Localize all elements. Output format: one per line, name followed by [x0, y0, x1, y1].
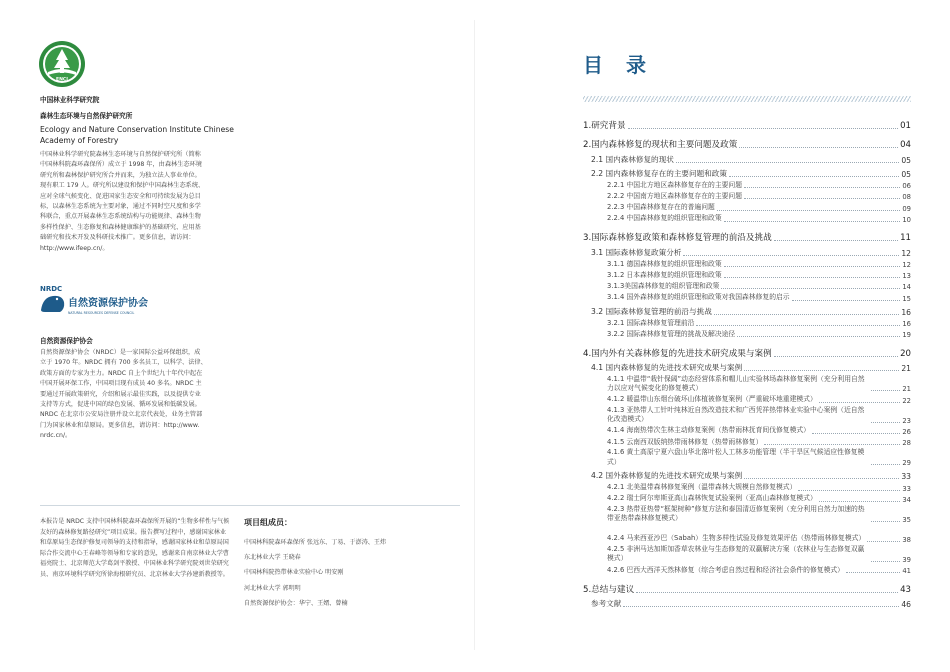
toc-entry-page: 05 [901, 155, 911, 165]
toc-entry-title: 3.2 国际森林修复管理的前沿与挑战 [591, 307, 712, 316]
toc-entry-title: 2.2 国内森林修复存在的主要问题和政策 [591, 169, 727, 178]
org2-name: 自然资源保护协会 [40, 337, 93, 345]
toc-entry-page: 26 [902, 427, 911, 436]
toc-entry-page: 35 [902, 515, 911, 524]
toc-entry-page: 46 [901, 600, 911, 609]
toc-entry-page: 23 [902, 416, 911, 425]
toc-entry-title: 4.1.1 中温带“栽针保阔”动态经营体系和帽儿山实验林场森林修复案例（充分利用自然力以应对气候变化的修复模式） [607, 374, 865, 392]
toc-entry[interactable] [583, 190, 911, 201]
toc-entry-page: 12 [901, 248, 911, 258]
toc-leader-dots [871, 464, 900, 465]
toc-entry-title: 参考文献 [591, 599, 622, 608]
toc-leader-dots [871, 561, 900, 562]
toc-entry-page: 22 [902, 396, 911, 405]
toc-list [583, 113, 911, 609]
report-acknowledgement: 本报告是 NRDC 支持中国林科院森环森保所开展的“生物多样性与气候友好的森林修复路径研究”项目成果。报告撰写过程中，感谢国家林业和草原局生态保护修复司领导的支持和指导，感谢国家林业和草原局国际合作交流中心王春峰等领导和专家的意见，感谢来自南京林业大学曹福亮院士、北京师范大学葛剑平教授、中国林业科学研究院刘世荣研究员、南京环境科学研究所徐海根研究员、北京林业大学孙建新教授等。 [40, 518, 230, 578]
toc-leader-dots [819, 402, 901, 403]
toc-entry-title: 3.1.4 国外森林修复的组织管理和政策对我国森林修复的启示 [607, 293, 790, 302]
toc-leader-dots [871, 390, 900, 391]
toc-leader-dots [724, 221, 901, 222]
toc-leader-dots [714, 314, 900, 315]
toc-entry-page: 21 [902, 385, 911, 394]
toc-entry-page: 14 [902, 283, 911, 292]
toc-leader-dots [676, 162, 899, 163]
toc-entry[interactable] [583, 201, 911, 212]
toc-entry-page: 10 [902, 215, 911, 224]
toc-entry-title: 2.1 国内森林修复的现状 [591, 154, 674, 164]
toc-entry[interactable] [583, 436, 911, 447]
toc-entry[interactable] [583, 213, 911, 224]
toc-entry[interactable] [583, 493, 911, 504]
toc-entry-title: 4.1.3 亚热带人工针叶纯林近自然改造技术和广西凭祥热带林业实验中心案例（近自然化改造模式） [607, 405, 865, 424]
title-hatch-bar [583, 96, 911, 102]
right-page [475, 0, 950, 672]
toc-leader-dots [724, 277, 901, 278]
toc-entry[interactable] [583, 226, 911, 244]
toc-entry[interactable] [583, 544, 911, 564]
toc-leader-dots [724, 266, 901, 267]
toc-entry-title: 3.国际森林修复政策和森林修复管理的前沿及挑战 [583, 233, 772, 244]
toc-leader-dots [683, 255, 899, 256]
team-member: 中国林科院森环森保所 张远东、丁易、于澎涛、王炜 [244, 539, 387, 546]
toc-entry-title: 4.2.3 热带亚热带“框架树种”修复方法和泰国清迈修复案例（充分利用自然力加速的热带亚热带森林修复模式） [607, 505, 865, 523]
toc-entry-title: 4.2 国外森林修复的先进技术研究成果与案例 [591, 471, 743, 481]
team-member: 东北林业大学 王晓春 [244, 554, 301, 562]
svg-text:NRDC: NRDC [40, 285, 63, 293]
toc-leader-dots [744, 187, 900, 188]
org1-name: 中国林业科学研究院 [40, 96, 100, 104]
org1-description: 中国林业科学研究院森林生态环境与自然保护研究所（简称 中国林科院森环森保所）成立于 1998 年，由森林生态环境 研究所和森林保护研究所合并而来，为独立法人事业单位。 现有职工 179 人。研究所以建设和保护中国森林生态系统、 应对全球气候变化、促进国家生态安全和可持续发展为总目 标，以森林生态系统为主要对象，通过不同时空尺度和多学 科联合，重点开展森林生态系统结构与功能规律、森林生物 多样性保护、生态修复和森林健康维护的基础研究、应用基 础研究和技术开发及科研技术推广。更多信息，请访问： http://www.ifeep.cn/。 [40, 151, 205, 252]
toc-entry-title: 4.2.2 瑞士阿尔卑斯亚高山森林恢复试验案例（亚高山森林修复模式） [607, 494, 817, 503]
toc-entry[interactable] [583, 165, 911, 180]
toc-entry[interactable] [583, 269, 911, 280]
toc-entry[interactable] [583, 179, 911, 190]
toc-entry-title: 4.2.1 北美温带森林修复案例（温带森林大规模自然修复模式） [607, 483, 797, 492]
toc-entry[interactable] [583, 393, 911, 404]
toc-entry[interactable] [583, 425, 911, 436]
toc-entry[interactable] [583, 258, 911, 269]
toc-entry-title: 4.2.5 非洲马达加斯加香草农林业与生态修复的双赢解决方案（农林业与生态修复双赢模式） [607, 545, 865, 563]
toc-entry-page: 09 [902, 204, 911, 213]
toc-entry[interactable] [583, 317, 911, 328]
toc-entry-page: 13 [902, 272, 911, 281]
toc-leader-dots [623, 606, 899, 607]
toc-entry-title: 3.1.2 日本森林修复的组织管理和政策 [607, 270, 722, 279]
toc-entry-page: 11 [900, 233, 911, 244]
team-title: 项目组成员： [244, 518, 292, 527]
toc-entry-title: 3.1.3美国森林修复的组织管理和政策 [607, 281, 720, 290]
team-member: 自然资源保护协会：华宁、王婿、曾楠 [244, 599, 348, 607]
toc-entry-title: 5.总结与建议 [583, 584, 635, 595]
toc-title: 目 录 [583, 53, 654, 77]
toc-leader-dots [764, 444, 900, 445]
toc-entry[interactable] [583, 481, 911, 492]
org2-description: 自然资源保护协会（NRDC）是一家国际公益环保组织，成 立于 1970 年。NRDC 拥有 700 多名员工，以科学、法律、 政策方面的专家为主力。NRDC 自上个世纪九十年代中起在 中国开展环保工作，中国项目现有成员 40 多名。NRDC 主 要通过开展政策研究，介绍和展示最佳实践，以及提供专业 支持等方式，促进中国的绿色发展、循环发展和低碳发展。 NRDC 在北京市公安局注册并设立北京代表处，业务主管部 门为国家林业和草原局。更多信息，请访问：http://www. nrdc.cn/。 [40, 349, 207, 440]
toc-entry[interactable] [583, 133, 911, 151]
toc-entry-title: 4.国内外有关森林修复的先进技术研究成果与案例 [583, 348, 772, 359]
team-members-list [244, 535, 386, 611]
toc-entry[interactable] [583, 113, 911, 131]
toc-entry[interactable] [583, 303, 911, 318]
toc-entry-title: 4.2.6 巴西大西洋天然林修复（综合考虑自然过程和经济社会条件的修复模式） [607, 565, 844, 574]
org1-name-en: Ecology and Nature Conservation Institute Chinese Academy of Forestry [40, 125, 234, 145]
toc-entry-title: 2.国内森林修复的现状和主要问题及政策 [583, 140, 738, 150]
svg-text:自然资源保护协会: 自然资源保护协会 [68, 298, 148, 309]
toc-leader-dots [792, 300, 901, 301]
team-member: 河北林业大学 郭明明 [244, 584, 301, 592]
toc-entry-page: 16 [901, 308, 911, 317]
toc-leader-dots [819, 501, 901, 502]
toc-entry-page: 39 [902, 555, 911, 564]
toc-entry[interactable] [583, 341, 911, 359]
toc-leader-dots [798, 490, 900, 491]
nrdc-logo [40, 282, 200, 318]
toc-entry[interactable] [583, 280, 911, 291]
toc-entry[interactable] [583, 595, 911, 610]
toc-entry-page: 33 [902, 484, 911, 493]
toc-entry-title: 2.2.4 中国森林修复的组织管理和政策 [607, 214, 722, 223]
toc-entry-title: 4.1 国内森林修复的先进技术研究成果与案例 [591, 363, 743, 373]
team-member: 中国林科院热带林业实验中心 明安刚 [244, 569, 344, 577]
toc-entry-page: 21 [901, 364, 911, 374]
toc-entry[interactable] [583, 524, 911, 544]
toc-entry-page: 33 [901, 472, 911, 482]
toc-entry-title: 4.1.6 黄土高原宁夏六盘山华北落叶松人工林多功能管理（半干旱区气候适应性修复模式） [607, 448, 865, 466]
toc-leader-dots [744, 198, 900, 199]
toc-leader-dots [867, 541, 900, 542]
toc-leader-dots [739, 147, 898, 148]
toc-leader-dots [636, 592, 898, 593]
toc-entry-title: 3.1 国际森林修复政策分析 [591, 247, 682, 257]
org1-subname: 森林生态环境与自然保护研究所 [40, 112, 133, 120]
toc-leader-dots [696, 325, 900, 326]
toc-entry-title: 4.2.4 马来西亚沙巴（Sabah）生物多样性试验及修复效果评估（热带雨林修复模式） [607, 534, 866, 543]
toc-entry-title: 1.研究背景 [583, 120, 626, 131]
toc-entry[interactable] [583, 373, 911, 393]
toc-entry[interactable] [583, 577, 911, 595]
toc-leader-dots [774, 356, 898, 357]
toc-entry-title: 3.2.1 国际森林修复管理前沿 [607, 318, 695, 327]
toc-entry-title: 4.1.4 海南热带次生林主动修复案例（热带雨林抚育间伐修复模式） [607, 426, 810, 435]
toc-entry-page: 29 [902, 458, 911, 467]
toc-leader-dots [717, 210, 901, 211]
svg-text:ENCI: ENCI [55, 77, 69, 83]
toc-entry[interactable] [583, 504, 911, 524]
toc-entry-page: 34 [902, 495, 911, 504]
toc-entry-page: 19 [902, 331, 911, 340]
toc-entry-page: 04 [900, 140, 911, 150]
toc-entry-page: 41 [902, 567, 911, 575]
toc-entry[interactable] [583, 467, 911, 482]
toc-entry-page: 05 [901, 170, 911, 179]
toc-entry-title: 2.2.3 中国森林修复存在的普遍问题 [607, 203, 715, 212]
toc-entry[interactable] [583, 243, 911, 258]
toc-leader-dots [729, 176, 899, 177]
toc-entry-title: 4.1.5 云南西双版纳热带雨林修复（热带雨林修复） [607, 437, 763, 446]
toc-leader-dots [871, 521, 900, 522]
toc-entry-title: 3.2.2 国际森林修复管理的挑战及解决途径 [607, 329, 736, 338]
toc-leader-dots [744, 478, 899, 479]
caf-emblem-logo [38, 40, 86, 88]
toc-leader-dots [744, 370, 899, 371]
toc-leader-dots [812, 433, 900, 434]
toc-entry-page: 43 [900, 584, 911, 595]
toc-leader-dots [721, 288, 900, 289]
toc-entry-page: 28 [902, 438, 911, 447]
toc-entry[interactable] [583, 564, 911, 575]
toc-entry-page: 08 [902, 193, 911, 202]
toc-leader-dots [737, 336, 900, 337]
toc-entry[interactable] [583, 405, 911, 425]
toc-entry[interactable] [583, 447, 911, 467]
toc-entry[interactable] [583, 291, 911, 302]
toc-entry-title: 2.2.2 中国南方地区森林修复存在的主要问题 [607, 191, 743, 200]
toc-entry-page: 20 [900, 348, 911, 359]
toc-entry[interactable] [583, 328, 911, 339]
toc-entry-page: 06 [902, 182, 911, 191]
toc-entry-page: 16 [902, 320, 911, 329]
toc-leader-dots [871, 422, 900, 423]
toc-entry-page: 12 [902, 260, 911, 269]
toc-entry-title: 4.1.2 暖温带山东烟台破坏山体植被修复案例（严重破坏地重建模式） [607, 395, 817, 404]
svg-text:NATURAL RESOURCES DEFENSE COUN: NATURAL RESOURCES DEFENSE COUNCIL [68, 311, 135, 315]
toc-leader-dots [774, 240, 898, 241]
nrdc-bear-icon [41, 296, 64, 312]
toc-entry-page: 01 [900, 120, 911, 131]
toc-entry-page: 38 [902, 535, 911, 544]
toc-entry-page: 15 [902, 294, 911, 303]
toc-entry-title: 3.1.1 德国森林修复的组织管理和政策 [607, 259, 722, 268]
toc-entry[interactable] [583, 359, 911, 374]
toc-entry[interactable] [583, 150, 911, 165]
toc-leader-dots [846, 572, 900, 573]
toc-leader-dots [628, 128, 898, 129]
toc-entry-title: 2.2.1 中国北方地区森林修复存在的主要问题 [607, 180, 743, 189]
bottom-divider [40, 505, 460, 506]
